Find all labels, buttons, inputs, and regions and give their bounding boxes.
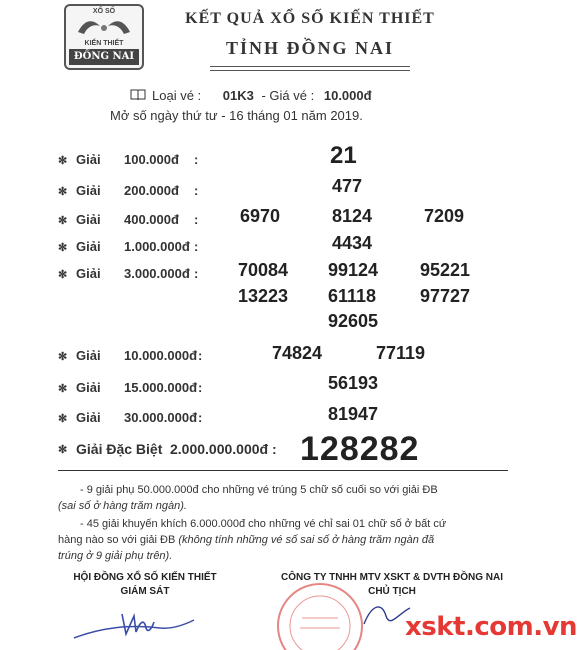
supervisor-title: HỘI ĐỒNG XỔ SỐ KIẾN THIẾT bbox=[73, 572, 217, 583]
prize-number: 13223 bbox=[238, 286, 289, 306]
prize-amount: 10.000.000đ bbox=[124, 348, 198, 363]
prize-label: Giải bbox=[76, 380, 101, 395]
prize-amount: 100.000đ bbox=[124, 152, 179, 167]
prize-number: 74824 bbox=[272, 343, 323, 363]
ticket-price-label: - Giá vé : bbox=[261, 88, 315, 103]
prize-number: 6970 bbox=[240, 206, 281, 226]
book-icon bbox=[130, 89, 146, 101]
ticket-price-value: 10.000đ bbox=[323, 88, 372, 103]
note-line-1-italic: (sai số ở hàng trăm ngàn). bbox=[58, 500, 187, 512]
star-icon: ✼ bbox=[58, 413, 68, 425]
note-line-4: trúng ở 9 giải phụ trên). bbox=[58, 550, 173, 562]
special-prize-number: 128282 bbox=[300, 430, 420, 468]
prize-label: Giải bbox=[76, 183, 101, 198]
page-title: KẾT QUẢ XỔ SỐ KIẾN THIẾT bbox=[185, 10, 435, 27]
birds-emblem-icon bbox=[74, 12, 134, 38]
prize-label: Giải bbox=[76, 410, 101, 425]
prize-amount: 15.000.000đ bbox=[124, 380, 198, 395]
prize-amount: 2.000.000.000đ bbox=[170, 441, 269, 457]
star-icon: ✼ bbox=[58, 444, 68, 456]
prize-number: 56193 bbox=[328, 373, 379, 393]
prize-label: Giải bbox=[76, 266, 101, 281]
note-line-2: - 45 giải khuyến khích 6.000.000đ cho những vé chỉ sai 01 chữ số ở bất cứ bbox=[80, 518, 447, 530]
prize-amount: 200.000đ bbox=[124, 183, 179, 198]
prize-number: 95221 bbox=[420, 260, 471, 280]
prize-label: Giải bbox=[76, 152, 101, 167]
supervisor-role: GIÁM SÁT bbox=[120, 586, 170, 597]
prize-number: 99124 bbox=[328, 260, 379, 280]
star-icon: ✼ bbox=[58, 215, 68, 227]
star-icon: ✼ bbox=[58, 269, 68, 281]
prize-amount: 3.000.000đ bbox=[124, 266, 190, 281]
lottery-result-sheet: XỔ SỐ KIẾN THIẾT ĐỒNG NAI KẾT QUẢ XỔ SỐ KIẾN THIẾT TỈNH ĐỒNG NAI Loại vé : 01K3 - Giá vé : 10.000đ Mở số ngày thứ tư - 16 tháng 01 năm 2019. ✼ Giải 100.000đ : 21 ✼ Giải 200.000đ : 477 ✼ Giải 400.000đ : 6970 8124 7209 ✼ Giải 1.000.000đ : 4434 ✼ Giải 3.000.000đ : 70084 99124 95221 13223 61118 97727 92605 ✼ Giải 10.000.000đ : 74824 77119 ✼ Giải 15.000.000đ : 56193 ✼ Giải 30.000.000đ : 81947 ✼ Giải Đặc Biệt 2.000.000.000đ : 128282 - 9 giải phụ 50.000.000đ cho những vé trúng 5 chữ số cuối so với giải ĐB (sai số ở hàng trăm ngàn). - 45 giải khuyến khích 6.000.000đ cho những vé chỉ sai 01 chữ số ở bất cứ hàng nào so với giải ĐB (không tính những vé số sai số ở hàng trăm ngàn đã trúng ở 9 giải phụ trên). HỘI ĐỒNG XỔ SỐ KIẾN THIẾT GIÁM SÁT CÔNG TY TNHH MTV XSKT & DVTH ĐỒNG NAI CHỦ TỊCH xskt.com.vn bbox=[0, 0, 539, 650]
logo-name: ĐỒNG NAI bbox=[69, 49, 139, 65]
prize-number: 8124 bbox=[332, 206, 373, 226]
note-line-1: - 9 giải phụ 50.000.000đ cho những vé trúng 5 chữ số cuối so với giải ĐB bbox=[80, 484, 438, 496]
logo-mid-text: KIẾN THIẾT bbox=[84, 40, 124, 47]
site-watermark: xskt.com.vn bbox=[405, 612, 577, 642]
divider bbox=[58, 470, 508, 471]
star-icon: ✼ bbox=[58, 383, 68, 395]
prize-number: 77119 bbox=[376, 343, 426, 363]
draw-date: Mở số ngày thứ tư - 16 tháng 01 năm 2019. bbox=[110, 108, 363, 123]
prize-amount: 1.000.000đ bbox=[124, 239, 190, 254]
prize-label: Giải bbox=[76, 239, 101, 254]
company-stamp-image bbox=[272, 578, 368, 648]
prize-label: Giải Đặc Biệt bbox=[76, 441, 163, 457]
prize-number: 21 bbox=[330, 142, 357, 169]
prize-number: 7209 bbox=[424, 206, 465, 226]
prize-number: 97727 bbox=[420, 286, 471, 306]
ticket-info-line bbox=[130, 88, 372, 103]
star-icon: ✼ bbox=[58, 186, 68, 198]
company-title: CÔNG TY TNHH MTV XSKT & DVTH ĐỒNG NAI bbox=[280, 572, 504, 583]
star-icon: ✼ bbox=[58, 242, 68, 254]
title-underline bbox=[210, 66, 410, 71]
company-role: CHỦ TỊCH bbox=[368, 586, 416, 597]
prize-number: 92605 bbox=[328, 311, 379, 331]
prize-number: 4434 bbox=[332, 233, 373, 253]
star-icon: ✼ bbox=[58, 155, 68, 167]
prize-label: Giải bbox=[76, 348, 101, 363]
ticket-type-label: Loại vé : bbox=[152, 88, 202, 103]
signature-image bbox=[70, 598, 200, 648]
prize-number: 477 bbox=[332, 176, 363, 196]
prize-number: 61118 bbox=[328, 286, 377, 306]
prize-amount: 400.000đ bbox=[124, 212, 179, 227]
star-icon: ✼ bbox=[58, 351, 68, 363]
prize-number: 70084 bbox=[238, 260, 289, 280]
dong-nai-lottery-logo bbox=[64, 4, 144, 70]
note-line-3: hàng nào so với giải ĐB (không tính những vé số sai số ở hàng trăm ngàn đã bbox=[58, 534, 435, 546]
page-subtitle: TỈNH ĐỒNG NAI bbox=[225, 38, 394, 58]
logo-top-text: XỔ SỐ bbox=[92, 8, 116, 15]
prize-label: Giải bbox=[76, 212, 101, 227]
prize-number: 81947 bbox=[328, 404, 379, 424]
ticket-type-value: 01K3 bbox=[222, 88, 254, 103]
prize-amount: 30.000.000đ bbox=[124, 410, 198, 425]
